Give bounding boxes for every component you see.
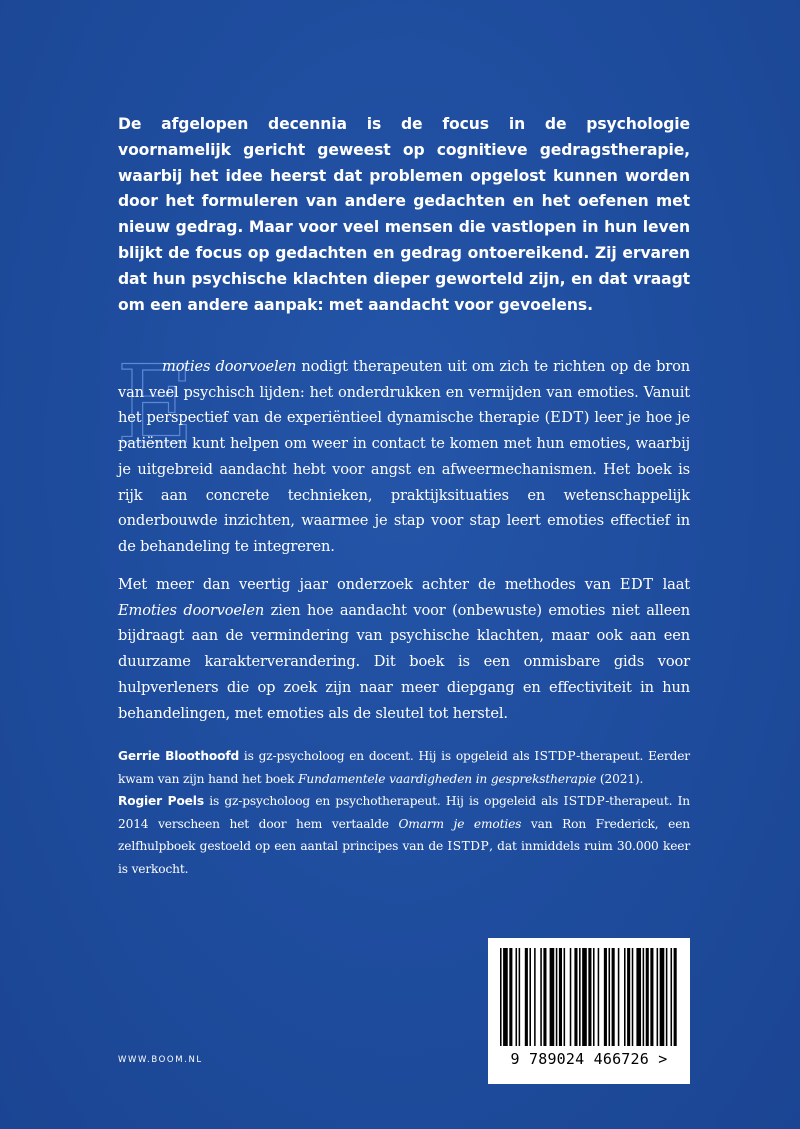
barcode-bar	[657, 948, 659, 1046]
publisher-website: WWW.BOOM.NL	[118, 1055, 203, 1065]
p2-book-title-italic: Emoties doorvoelen	[118, 601, 265, 619]
author-2-abbr: ISTDP	[563, 794, 606, 809]
barcode-bar	[519, 948, 521, 1046]
barcode-bar	[609, 948, 611, 1046]
barcode-bar	[660, 948, 665, 1046]
barcode-bar	[529, 948, 531, 1046]
p1-text-b: ) leer je hoe je patiënten kunt helpen om weer in contact te komen met hun emoties, waarbij je uitgebreid aandacht hebt voor angst en afweermechanismen. Het boek is rijk aan concrete technieken, praktijksituaties en wetenschappelijk onderbouwde inzichten, waarmee je stap voor stap leert emoties effectief in de behandeling te integreren.	[118, 409, 690, 555]
barcode-bar	[579, 948, 581, 1046]
p2-text-b: laat	[653, 576, 690, 593]
intro-paragraph: De afgelopen decennia is de focus in de psychologie voornamelijk gericht geweest op cognitieve gedragstherapie, waarbij het idee heerst dat problemen opgelost kunnen worden door het formuleren van andere gedachten en het oefenen met nieuw gedrag. Maar voor veel mensen die vastlopen in hun leven blijkt de focus op gedachten en gedrag ontoereikend. Zij ervaren dat hun psychische klachten dieper geworteld zijn, en dat vraagt om een andere aanpak: met aandacht voor gevoelens.	[118, 115, 690, 314]
barcode-bar	[646, 948, 649, 1046]
description-paragraph-1	[116, 343, 690, 560]
barcode-bar	[588, 948, 591, 1046]
author-1-name: Gerrie Bloothoofd	[118, 749, 240, 763]
author-2-text-3: van Ron Frederick, een zelfhulpboek gestoeld op een aantal principes van de	[118, 816, 690, 854]
drop-cap-letter: E	[116, 343, 195, 468]
author-1-text-2: -therapeut. Eerder kwam van zijn hand het boek	[118, 749, 690, 786]
description-paragraph-2	[118, 572, 690, 726]
barcode-bar	[643, 948, 645, 1046]
barcode-bar	[559, 948, 562, 1046]
isbn-barcode	[488, 938, 690, 1084]
author-2-text-4: , dat inmiddels ruim 30.000 keer is verkocht.	[118, 839, 690, 876]
barcode-bar	[627, 948, 630, 1046]
barcode-bar	[525, 948, 528, 1046]
p2-abbr: EDT	[619, 576, 654, 593]
barcode-bar	[570, 948, 572, 1046]
isbn-digits: 9 789024 466726 >	[510, 1050, 668, 1068]
p2-text-a: Met meer dan veertig jaar onderzoek achter de methodes van	[118, 576, 620, 593]
barcode-bar	[516, 948, 518, 1046]
barcode-bar	[671, 948, 673, 1046]
barcode-bar	[666, 948, 668, 1046]
author-2-abbr-2: ISTDP	[447, 839, 490, 854]
author-2-name: Rogier Poels	[118, 794, 204, 809]
barcode-bar	[503, 948, 508, 1046]
p1-abbr: EDT	[550, 409, 584, 427]
author-2-text-2: -therapeut. In 2014 verscheen het door hem vertaalde	[118, 794, 690, 831]
barcode-bar	[582, 948, 587, 1046]
barcode-bar	[624, 948, 626, 1046]
barcode-bar	[556, 948, 558, 1046]
author-2-book: Omarm je emoties	[398, 816, 522, 831]
book-title-italic: moties doorvoelen	[162, 358, 297, 375]
barcode-bar	[564, 948, 566, 1046]
barcode-bar	[500, 948, 502, 1046]
barcode-bar	[574, 948, 577, 1046]
barcode-bar	[650, 948, 653, 1046]
barcode-bar	[618, 948, 620, 1046]
author-1-book: Fundamentele vaardigheden in gesprekstherapie	[298, 771, 597, 786]
barcode-bar	[636, 948, 641, 1046]
p1-text-a: nodigt therapeuten uit om zich te richten op de bron van veel psychisch lijden: het onderdrukken en vermijden van emoties. Vanuit het perspectief van de experiëntieel dynamische therapie (	[118, 358, 690, 427]
barcode-bar	[593, 948, 595, 1046]
author-1-abbr: ISTDP	[534, 749, 577, 763]
author-1-text-1: is gz-psycholoog en docent. Hij is opgeleid als	[239, 749, 535, 763]
barcode-bar	[550, 948, 555, 1046]
p2-text-c: zien hoe aandacht voor (onbewuste) emoties niet alleen bijdraagt aan de vermindering van psychische klachten, maar ook aan een duurzame karakterverandering. Dit boek is een onmisbare gids voor hulpverleners die op zoek zijn naar meer diepgang en effectiviteit in hun behandelingen, met emoties als de sleutel tot herstel.	[118, 601, 691, 722]
author-bios	[118, 745, 690, 881]
barcode-bar	[540, 948, 542, 1046]
barcode-bar	[632, 948, 634, 1046]
barcode-bar	[612, 948, 615, 1046]
barcode-bar	[543, 948, 546, 1046]
barcode-bar	[598, 948, 600, 1046]
barcode-bar	[534, 948, 536, 1046]
barcode-bar	[674, 948, 677, 1046]
author-2-text-1: is gz-psycholoog en psychotherapeut. Hij is opgeleid als	[203, 794, 564, 809]
barcode-bar	[509, 948, 512, 1046]
author-1-year: (2021).	[596, 771, 644, 786]
barcode-bar	[604, 948, 607, 1046]
